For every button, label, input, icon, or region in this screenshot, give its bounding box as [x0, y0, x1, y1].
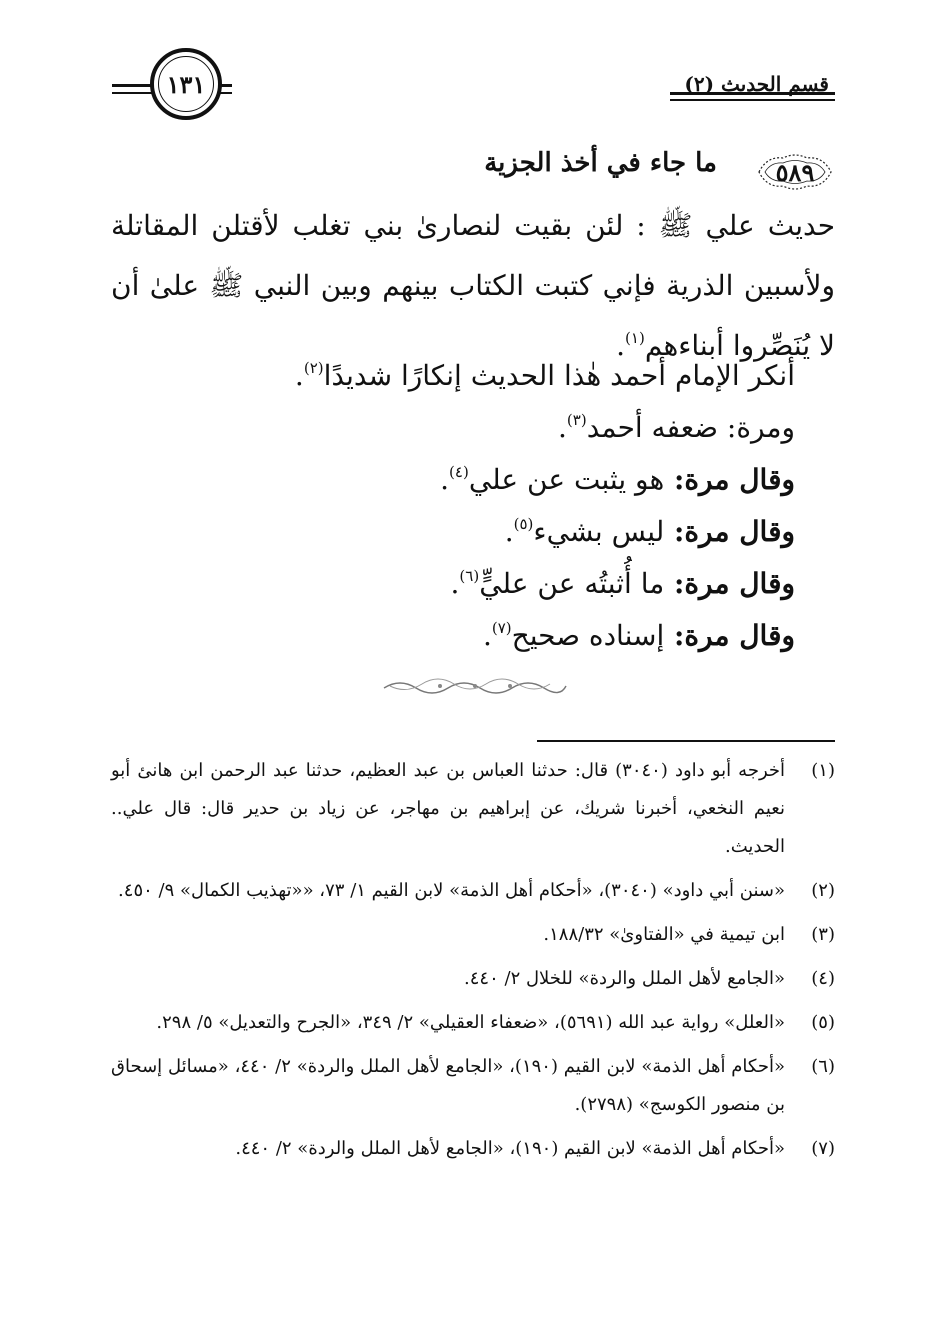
sentence-end: .: [558, 411, 567, 444]
footnote-number: (٤): [811, 968, 835, 989]
footnote-number: (٧): [811, 1138, 835, 1159]
statement-6: [111, 610, 835, 662]
footnote-1: [111, 752, 835, 866]
statement-text: ليس بشيء: [533, 515, 665, 548]
hadith-line-2: ولأسبين الذرية فإني كتبت الكتاب بينهم وبين النبي ﷺ علىٰ أن: [111, 269, 835, 302]
statement-3: [111, 454, 835, 506]
footnote-ref: (١): [625, 329, 645, 347]
entry-title: ما جاء في أخذ الجزية: [484, 148, 717, 178]
statement-label: وقال مرة:: [664, 515, 795, 548]
sentence-end: .: [450, 567, 460, 600]
footnote-text: «أحكام أهل الذمة» لابن القيم (١٩٠)، «الجامع لأهل الملل والردة» ٢/ ٤٤٠.: [235, 1138, 785, 1159]
statement-label: وقال مرة:: [664, 619, 795, 652]
statement-1: [111, 350, 835, 402]
footnote-ref: (٥): [513, 515, 534, 533]
footnote-number: (٣): [811, 924, 835, 945]
statement-label: وقال مرة:: [664, 463, 795, 496]
footnote-text: «أحكام أهل الذمة» لابن القيم (١٩٠)، «الجامع لأهل الملل والردة» ٢/ ٤٤٠، «مسائل إسحاق بن منصور الكوسج» (٢٧٩٨).: [111, 1056, 785, 1115]
statement-text: ومرة: ضعفه أحمد: [586, 411, 795, 444]
sentence-end: .: [294, 359, 304, 392]
footnote-ref: (٢): [303, 359, 324, 377]
footnote-ref: (٣): [566, 411, 587, 429]
footnote-2: [111, 872, 835, 910]
footnote-text: ابن تيمية في «الفتاوىٰ» ١٨٨/٣٢.: [543, 924, 785, 945]
entry-number: ٥٨٩: [775, 157, 815, 187]
footnote-4: [111, 960, 835, 998]
main-text: [111, 196, 835, 376]
footnote-number: (١): [811, 760, 835, 781]
statement-5: [111, 558, 835, 610]
page-number-badge: [150, 48, 222, 120]
footnote-number: (٢): [811, 880, 835, 901]
footnote-7: [111, 1130, 835, 1168]
footnote-ref: (٧): [491, 619, 512, 637]
footnote-number: (٦): [811, 1056, 835, 1077]
footnote-text: أخرجه أبو داود (٣٠٤٠) قال: حدثنا العباس بن عبد العظيم، حدثنا عبد الرحمن ابن هانئ أبو نعيم النخعي، أخبرنا شريك، عن إبراهيم بن مهاجر، عن زياد بن حدير قال: قال علي.. الحديث.: [111, 760, 786, 857]
statement-label: وقال مرة:: [664, 567, 795, 600]
sentence-end: .: [440, 463, 450, 496]
footnote-text: «سنن أبي داود» (٣٠٤٠)، «أحكام أهل الذمة» لابن القيم ١/ ٧٣، ««تهذيب الكمال» ٩/ ٤٥٠.: [118, 880, 785, 901]
footnote-number: (٥): [811, 1012, 835, 1033]
header-rule-right-thin: [670, 99, 835, 101]
sentence-end: .: [616, 329, 626, 362]
statement-4: [111, 506, 835, 558]
statement-text: إسناده صحيح: [511, 619, 665, 652]
section-ornament-icon: [380, 676, 570, 696]
footnote-ref: (٤): [449, 463, 469, 481]
footnote-ref: (٦): [459, 567, 480, 585]
footnote-3: [111, 916, 835, 954]
statement-text: ما أُثبتُه عن عليٍّ: [479, 567, 665, 600]
running-title: قسم الحديث (٢): [684, 72, 829, 96]
statement-text: أنكر الإمام أحمد هٰذا الحديث إنكارًا شديدًا: [323, 359, 795, 392]
sentence-end: .: [482, 619, 492, 652]
footnote-5: [111, 1004, 835, 1042]
hadith-line-1: حديث علي ﷺ : لئن بقيت لنصارىٰ بني تغلب لأقتلن المقاتلة: [111, 209, 835, 242]
hadith-line-3-text: لا يُنَصِّروا أبناءهم: [644, 329, 835, 362]
statements: [111, 350, 835, 662]
footnote-separator: [537, 740, 835, 742]
sentence-end: .: [504, 515, 514, 548]
entry-number-ornament: [753, 150, 837, 194]
footnotes: [111, 752, 835, 1174]
statement-text: هو يثبت عن علي: [468, 463, 665, 496]
footnote-6: [111, 1048, 835, 1124]
footnote-text: «العلل» رواية عبد الله (٥٦٩١)، «ضعفاء العقيلي» ٢/ ٣٤٩، «الجرح والتعديل» ٥/ ٢٩٨.: [156, 1012, 785, 1033]
footnote-text: «الجامع لأهل الملل والردة» للخلال ٢/ ٤٤٠.: [464, 968, 785, 989]
page-number: ١٣١: [166, 69, 206, 99]
statement-2: [111, 402, 835, 454]
